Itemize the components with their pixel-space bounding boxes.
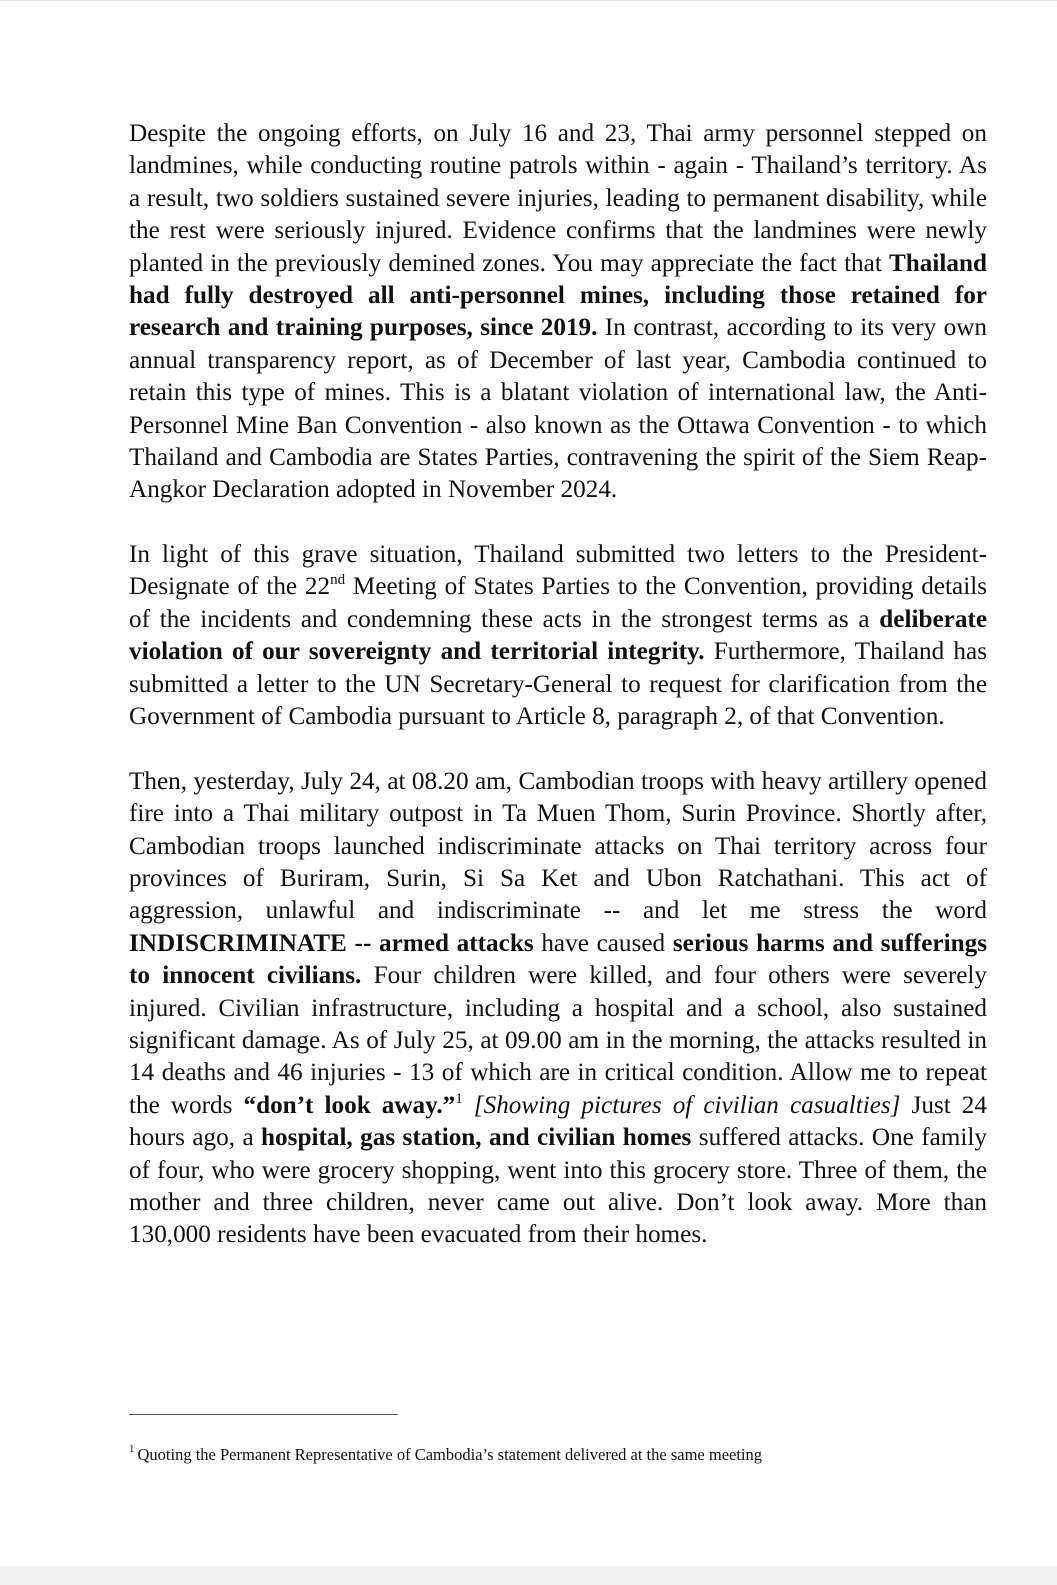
footnote-text: Quoting the Permanent Representative of Cambodia’s statement delivered at the same meeting <box>137 1445 763 1464</box>
page-bottom-edge <box>0 1566 1057 1585</box>
text-span: Despite the ongoing efforts, on July 16 and 23, Thai army personnel stepped on landmines, while conducting routine patrols within - again - Thailand’s territory. As a result, two soldiers sustained severe injuries, leading to permanent disability, while the rest were seriously injured. Evidence confirms that the landmines were newly planted in the previously demined zones. You may appreciate the fact that <box>129 120 987 277</box>
text-span: Just 24 hours ago, a <box>129 1091 987 1152</box>
bold-quote: “don’t look away.” <box>243 1091 456 1119</box>
bold-text: hospital, gas station, and civilian homes <box>261 1124 692 1152</box>
bold-text: Thailand had fully destroyed all anti-personnel mines, including those retained for research and training purposes, since 2019. <box>129 249 987 342</box>
text-span: Furthermore, Thailand has submitted a letter to the UN Secretary-General to request for clarification from the Government of Cambodia pursuant to Article 8, paragraph 2, of that Convention. <box>129 638 987 731</box>
document-body <box>129 118 987 1252</box>
text-span: In contrast, according to its very own annual transparency report, as of December of last year, Cambodia continued to retain this type of mines. This is a blatant violation of international law, the Anti-Personnel Mine Ban Convention - also known as the Ottawa Convention - to which Thailand and Cambodia are States Parties, contravening the spirit of the Siem Reap-Angkor Declaration adopted in November 2024. <box>129 314 987 504</box>
bold-text: INDISCRIMINATE -- armed attacks <box>129 929 534 957</box>
paragraph-letters <box>129 539 987 733</box>
ordinal-superscript: nd <box>330 572 346 589</box>
paragraph-attacks <box>129 766 987 1252</box>
bold-text: deliberate violation of our sovereignty and territorial integrity. <box>129 605 987 666</box>
bold-text: serious harms and sufferings to innocent civilians. <box>129 929 987 990</box>
text-span <box>463 1092 474 1119</box>
text-span: suffered attacks. One family of four, who were grocery shopping, went into this grocery store. Three of them, the mother and three children, never came out alive. Don’t look away. More than 130,000 residents have been evacuated from their homes. <box>129 1124 987 1249</box>
footnote <box>129 1444 1029 1466</box>
text-span: Then, yesterday, July 24, at 08.20 am, Cambodian troops with heavy artillery opened fire into a Thai military outpost in Ta Muen Thom, Surin Province. Shortly after, Cambodian troops launched indiscriminate attacks on Thai territory across four provinces of Buriram, Surin, Si Sa Ket and Ubon Ratchathani. This act of aggression, unlawful and indiscriminate -- and let me stress the word <box>129 767 987 925</box>
footnote-reference[interactable]: 1 <box>455 1090 463 1107</box>
italic-stage-direction: [Showing pictures of civilian casualties] <box>473 1091 901 1119</box>
text-span: Four children were killed, and four others were severely injured. Civilian infrastructure, including a hospital and a school, also sustained significant damage. As of July 25, at 09.00 am in the morning, the attacks resulted in 14 deaths and 46 injuries - 13 of which are in critical condition. Allow me to repeat the words <box>129 962 987 1119</box>
page-top-edge <box>0 0 1057 1</box>
text-span: In light of this grave situation, Thailand submitted two letters to the President-Designate of the 22 <box>129 541 987 601</box>
text-span: Meeting of States Parties to the Convention, providing details of the incidents and condemning these acts in the strongest terms as a <box>129 573 987 633</box>
paragraph-landmines <box>129 118 987 507</box>
footnote-separator <box>129 1414 398 1415</box>
text-span: have caused <box>533 929 673 957</box>
footnote-marker: 1 <box>129 1443 135 1455</box>
